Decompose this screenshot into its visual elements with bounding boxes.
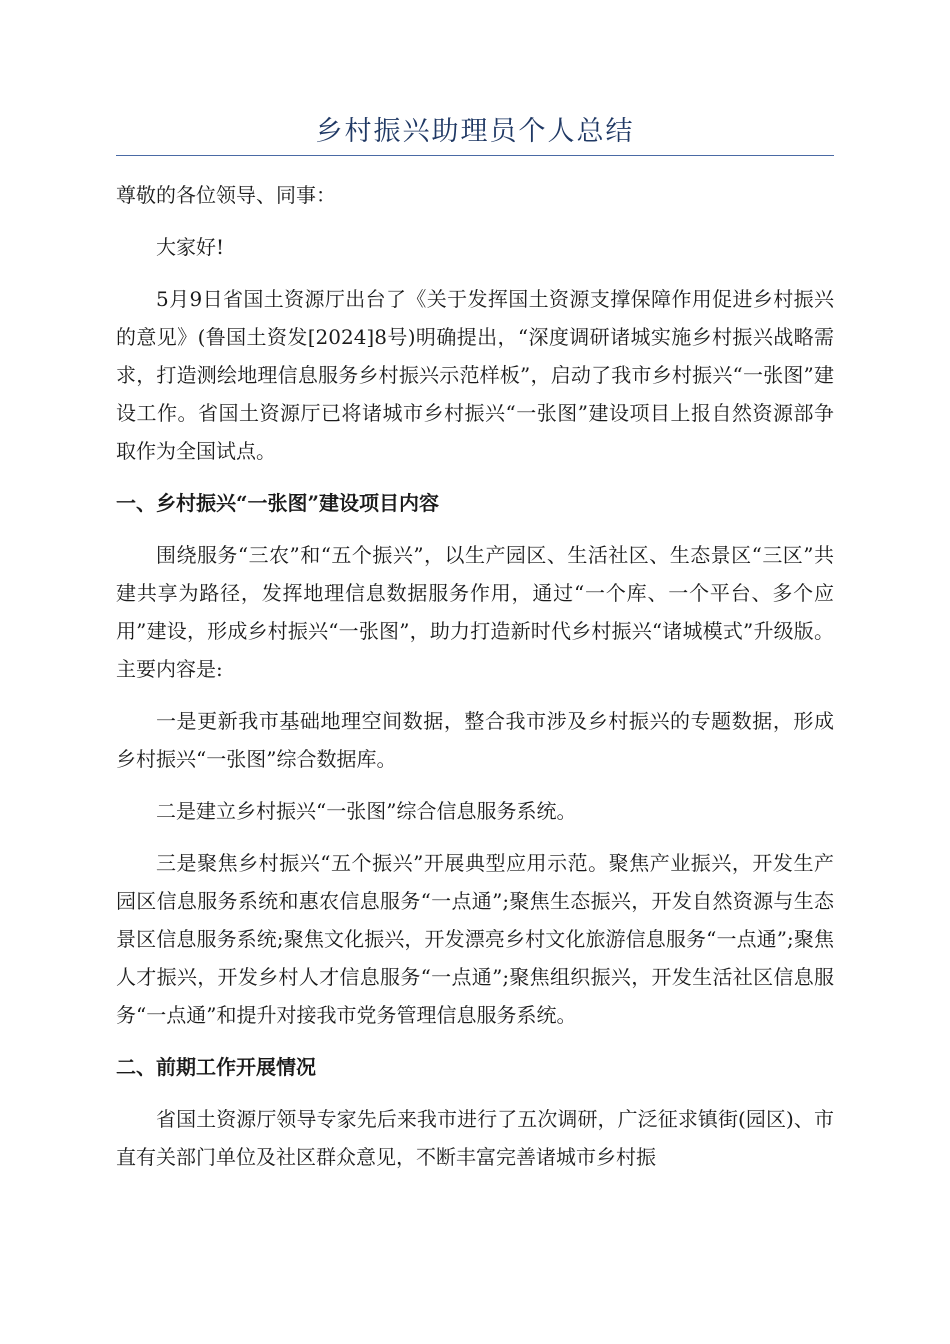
section1-paragraph-1: 围绕服务“三农”和“五个振兴”，以生产园区、生活社区、生态景区“三区”共建共享为路径，发挥地理信息数据服务作用，通过“一个库、一个平台、多个应用”建设，形成乡村振兴“一张图”，助力打造新时代乡村振兴“诸城模式”升级版。主要内容是: <box>116 543 834 681</box>
section1-paragraph-3: 二是建立乡村振兴“一张图”综合信息服务系统。 <box>156 799 577 823</box>
greeting: 大家好! <box>156 235 225 259</box>
title-underline <box>116 155 834 156</box>
section1-paragraph-2: 一是更新我市基础地理空间数据，整合我市涉及乡村振兴的专题数据，形成乡村振兴“一张图”综合数据库。 <box>116 709 834 771</box>
intro-paragraph: 5月9日省国土资源厅出台了《关于发挥国土资源支撑保障作用促进乡村振兴的意见》(鲁国土资发[2024]8号)明确提出，“深度调研诸城实施乡村振兴战略需求，打造测绘地理信息服务乡村振兴示范样板”，启动了我市乡村振兴“一张图”建设工作。省国土资源厅已将诸城市乡村振兴“一张图”建设项目上报自然资源部争取作为全国试点。 <box>116 287 834 463</box>
salutation: 尊敬的各位领导、同事： <box>116 183 336 207</box>
document-body <box>116 176 834 1176</box>
section-heading-1: 一、乡村振兴“一张图”建设项目内容 <box>116 491 440 515</box>
page-title: 乡村振兴助理员个人总结 <box>315 116 635 147</box>
section-heading-2: 二、前期工作开展情况 <box>116 1055 316 1079</box>
section1-paragraph-4: 三是聚焦乡村振兴“五个振兴”开展典型应用示范。聚焦产业振兴，开发生产园区信息服务系统和惠农信息服务“一点通”;聚焦生态振兴，开发自然资源与生态景区信息服务系统;聚焦文化振兴，开发漂亮乡村文化旅游信息服务“一点通”;聚焦人才振兴，开发乡村人才信息服务“一点通”;聚焦组织振兴，开发生活社区信息服务“一点通”和提升对接我市党务管理信息服务系统。 <box>116 851 834 1027</box>
section2-paragraph-1: 省国土资源厅领导专家先后来我市进行了五次调研，广泛征求镇街(园区)、市直有关部门单位及社区群众意见，不断丰富完善诸城市乡村振 <box>116 1107 834 1169</box>
